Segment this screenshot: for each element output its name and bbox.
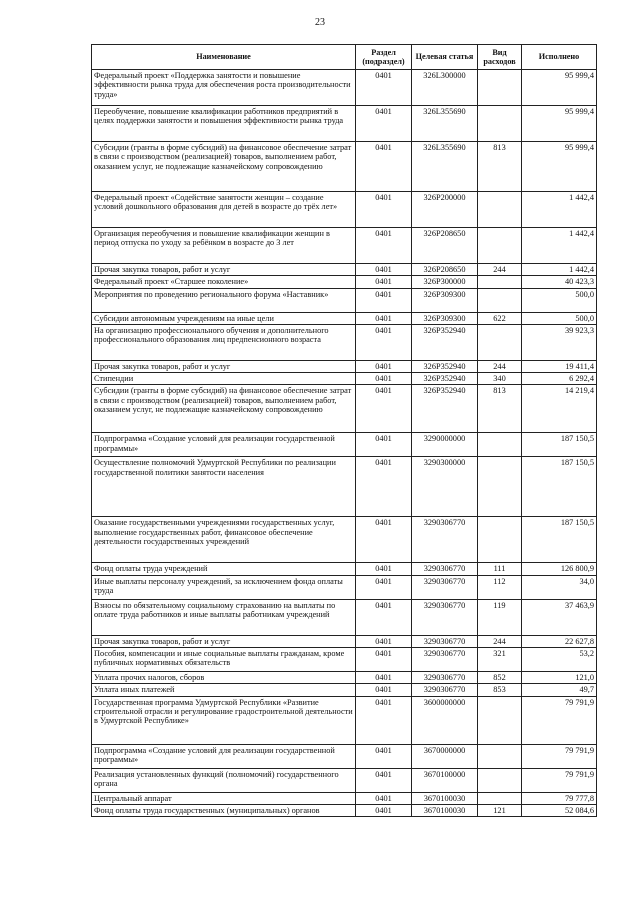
cell-target: 326P352940 xyxy=(412,385,478,433)
cell-section: 0401 xyxy=(356,264,412,276)
cell-section: 0401 xyxy=(356,768,412,792)
cell-section: 0401 xyxy=(356,635,412,647)
cell-section: 0401 xyxy=(356,804,412,816)
cell-done: 49,7 xyxy=(522,684,597,696)
cell-section: 0401 xyxy=(356,385,412,433)
cell-name: Федеральный проект «Поддержка занятости и повышение эффективности рынка труда для обеспечения роста производительности труда» xyxy=(92,70,356,106)
cell-name: Субсидии автономным учреждениям на иные цели xyxy=(92,312,356,324)
cell-target: 3290306770 xyxy=(412,575,478,599)
cell-section: 0401 xyxy=(356,192,412,228)
cell-target: 3670100000 xyxy=(412,768,478,792)
cell-done: 1 442,4 xyxy=(522,228,597,264)
table-row xyxy=(92,696,597,744)
cell-target: 326P200000 xyxy=(412,192,478,228)
budget-table xyxy=(91,44,597,817)
table-row xyxy=(92,312,597,324)
cell-expense: 244 xyxy=(478,360,522,372)
table-row xyxy=(92,106,597,142)
cell-done: 121,0 xyxy=(522,671,597,683)
cell-expense: 340 xyxy=(478,373,522,385)
cell-name: Стипендии xyxy=(92,373,356,385)
cell-expense xyxy=(478,106,522,142)
table-row xyxy=(92,804,597,816)
cell-expense: 244 xyxy=(478,264,522,276)
table-row xyxy=(92,264,597,276)
cell-target: 326L355690 xyxy=(412,106,478,142)
cell-target: 326P208650 xyxy=(412,264,478,276)
cell-done: 187 150,5 xyxy=(522,433,597,457)
cell-name: На организацию профессионального обучения и дополнительного профессионального образования лиц предпенсионного возраста xyxy=(92,324,356,360)
cell-name: Переобучение, повышение квалификации работников предприятий в целях поддержки занятости и повышения эффективности рынка труда xyxy=(92,106,356,142)
header-expense: Вид расходов xyxy=(478,45,522,70)
cell-target: 326P309300 xyxy=(412,312,478,324)
cell-expense: 813 xyxy=(478,385,522,433)
cell-target: 326P352940 xyxy=(412,373,478,385)
cell-done: 40 423,3 xyxy=(522,276,597,288)
cell-name: Субсидии (гранты в форме субсидий) на финансовое обеспечение затрат в связи с производством (реализацией) товаров, выполнением работ, оказанием услуг, не подлежащие казначейскому сопровождению xyxy=(92,385,356,433)
cell-section: 0401 xyxy=(356,671,412,683)
cell-name: Прочая закупка товаров, работ и услуг xyxy=(92,635,356,647)
header-target: Целевая статья xyxy=(412,45,478,70)
cell-section: 0401 xyxy=(356,433,412,457)
table-row xyxy=(92,192,597,228)
table-row xyxy=(92,792,597,804)
cell-expense: 853 xyxy=(478,684,522,696)
cell-name: Центральный аппарат xyxy=(92,792,356,804)
cell-name: Прочая закупка товаров, работ и услуг xyxy=(92,360,356,372)
cell-section: 0401 xyxy=(356,792,412,804)
table-row xyxy=(92,575,597,599)
cell-done: 79 791,9 xyxy=(522,768,597,792)
cell-done: 79 791,9 xyxy=(522,696,597,744)
header-section: Раздел (подраздел) xyxy=(356,45,412,70)
cell-name: Уплата прочих налогов, сборов xyxy=(92,671,356,683)
cell-name: Мероприятия по проведению регионального форума «Наставник» xyxy=(92,288,356,312)
cell-target: 3290306770 xyxy=(412,671,478,683)
cell-done: 52 084,6 xyxy=(522,804,597,816)
cell-section: 0401 xyxy=(356,288,412,312)
cell-target: 326P208650 xyxy=(412,228,478,264)
cell-expense: 244 xyxy=(478,635,522,647)
table-row xyxy=(92,744,597,768)
table-row xyxy=(92,647,597,671)
table-row xyxy=(92,635,597,647)
table-row xyxy=(92,563,597,575)
cell-name: Фонд оплаты труда учреждений xyxy=(92,563,356,575)
cell-section: 0401 xyxy=(356,373,412,385)
cell-target: 3290000000 xyxy=(412,433,478,457)
cell-name: Государственная программа Удмуртской Республики «Развитие строительной отрасли и регулирование градостроительной деятельности в Удмуртской Республике» xyxy=(92,696,356,744)
cell-section: 0401 xyxy=(356,517,412,563)
cell-target: 3290306770 xyxy=(412,684,478,696)
cell-done: 95 999,4 xyxy=(522,70,597,106)
cell-target: 326P352940 xyxy=(412,324,478,360)
cell-name: Подпрограмма «Создание условий для реализации государственной программы» xyxy=(92,433,356,457)
table-row xyxy=(92,142,597,192)
cell-done: 14 219,4 xyxy=(522,385,597,433)
cell-done: 500,0 xyxy=(522,312,597,324)
cell-section: 0401 xyxy=(356,599,412,635)
cell-expense xyxy=(478,696,522,744)
cell-name: Федеральный проект «Старшее поколение» xyxy=(92,276,356,288)
cell-name: Федеральный проект «Содействие занятости женщин – создание условий дошкольного образования для детей в возрасте до трёх лет» xyxy=(92,192,356,228)
cell-expense: 112 xyxy=(478,575,522,599)
cell-section: 0401 xyxy=(356,457,412,517)
cell-done: 95 999,4 xyxy=(522,106,597,142)
table-row xyxy=(92,768,597,792)
cell-section: 0401 xyxy=(356,276,412,288)
cell-done: 79 791,9 xyxy=(522,744,597,768)
table-row xyxy=(92,684,597,696)
cell-target: 3290306770 xyxy=(412,563,478,575)
cell-name: Взносы по обязательному социальному страхованию на выплаты по оплате труда работников и иные выплаты работникам учреждений xyxy=(92,599,356,635)
cell-section: 0401 xyxy=(356,647,412,671)
cell-done: 500,0 xyxy=(522,288,597,312)
cell-name: Субсидии (гранты в форме субсидий) на финансовое обеспечение затрат в связи с производством (реализацией) товаров, выполнением работ, оказанием услуг, не подлежащие казначейскому сопровождению xyxy=(92,142,356,192)
table-row xyxy=(92,228,597,264)
cell-expense: 121 xyxy=(478,804,522,816)
cell-done: 126 800,9 xyxy=(522,563,597,575)
table-row xyxy=(92,324,597,360)
cell-section: 0401 xyxy=(356,70,412,106)
cell-expense: 622 xyxy=(478,312,522,324)
header-name: Наименование xyxy=(92,45,356,70)
cell-expense xyxy=(478,457,522,517)
table-row xyxy=(92,433,597,457)
page-number: 23 xyxy=(315,17,325,28)
cell-name: Оказание государственными учреждениями государственных услуг, выполнение государственных работ, финансовое обеспечение деятельности государственных учреждений xyxy=(92,517,356,563)
cell-expense: 111 xyxy=(478,563,522,575)
cell-expense: 119 xyxy=(478,599,522,635)
cell-expense xyxy=(478,324,522,360)
cell-section: 0401 xyxy=(356,228,412,264)
cell-name: Иные выплаты персоналу учреждений, за исключением фонда оплаты труда xyxy=(92,575,356,599)
cell-name: Организация переобучения и повышение квалификации женщин в период отпуска по уходу за ребёнком в возрасте до 3 лет xyxy=(92,228,356,264)
cell-target: 3290300000 xyxy=(412,457,478,517)
cell-name: Подпрограмма «Создание условий для реализации государственной программы» xyxy=(92,744,356,768)
cell-name: Пособия, компенсации и иные социальные выплаты гражданам, кроме публичных нормативных обязательств xyxy=(92,647,356,671)
cell-expense xyxy=(478,70,522,106)
cell-target: 326L355690 xyxy=(412,142,478,192)
cell-target: 3290306770 xyxy=(412,635,478,647)
table-row xyxy=(92,599,597,635)
table-row xyxy=(92,70,597,106)
cell-done: 34,0 xyxy=(522,575,597,599)
cell-done: 39 923,3 xyxy=(522,324,597,360)
table-row xyxy=(92,671,597,683)
cell-target: 326P352940 xyxy=(412,360,478,372)
cell-target: 3290306770 xyxy=(412,599,478,635)
cell-done: 187 150,5 xyxy=(522,517,597,563)
cell-name: Прочая закупка товаров, работ и услуг xyxy=(92,264,356,276)
cell-done: 79 777,8 xyxy=(522,792,597,804)
cell-name: Реализация установленных функций (полномочий) государственного органа xyxy=(92,768,356,792)
cell-expense xyxy=(478,517,522,563)
table-row xyxy=(92,288,597,312)
cell-target: 326L300000 xyxy=(412,70,478,106)
cell-section: 0401 xyxy=(356,360,412,372)
cell-expense xyxy=(478,228,522,264)
cell-expense: 321 xyxy=(478,647,522,671)
cell-name: Осуществление полномочий Удмуртской Республики по реализации государственной политики занятости населения xyxy=(92,457,356,517)
header-done: Исполнено xyxy=(522,45,597,70)
cell-done: 6 292,4 xyxy=(522,373,597,385)
cell-expense xyxy=(478,276,522,288)
table-row xyxy=(92,457,597,517)
cell-done: 1 442,4 xyxy=(522,192,597,228)
cell-done: 95 999,4 xyxy=(522,142,597,192)
cell-expense xyxy=(478,192,522,228)
cell-name: Уплата иных платежей xyxy=(92,684,356,696)
table-row xyxy=(92,373,597,385)
cell-expense xyxy=(478,433,522,457)
table-row xyxy=(92,276,597,288)
cell-target: 3600000000 xyxy=(412,696,478,744)
cell-target: 3290306770 xyxy=(412,517,478,563)
cell-target: 3670100030 xyxy=(412,804,478,816)
cell-done: 22 627,8 xyxy=(522,635,597,647)
cell-section: 0401 xyxy=(356,324,412,360)
cell-section: 0401 xyxy=(356,106,412,142)
cell-expense: 852 xyxy=(478,671,522,683)
cell-target: 3670000000 xyxy=(412,744,478,768)
cell-section: 0401 xyxy=(356,575,412,599)
table-row xyxy=(92,360,597,372)
cell-name: Фонд оплаты труда государственных (муниципальных) органов xyxy=(92,804,356,816)
cell-expense xyxy=(478,288,522,312)
cell-done: 19 411,4 xyxy=(522,360,597,372)
cell-target: 326P309300 xyxy=(412,288,478,312)
cell-section: 0401 xyxy=(356,312,412,324)
cell-done: 37 463,9 xyxy=(522,599,597,635)
cell-expense xyxy=(478,744,522,768)
cell-done: 187 150,5 xyxy=(522,457,597,517)
cell-section: 0401 xyxy=(356,744,412,768)
cell-expense: 813 xyxy=(478,142,522,192)
cell-done: 53,2 xyxy=(522,647,597,671)
table-header-row xyxy=(92,45,597,70)
table-row xyxy=(92,517,597,563)
cell-target: 3670100030 xyxy=(412,792,478,804)
table-row xyxy=(92,385,597,433)
cell-expense xyxy=(478,768,522,792)
cell-section: 0401 xyxy=(356,142,412,192)
cell-target: 3290306770 xyxy=(412,647,478,671)
cell-done: 1 442,4 xyxy=(522,264,597,276)
cell-target: 326P300000 xyxy=(412,276,478,288)
cell-section: 0401 xyxy=(356,563,412,575)
cell-section: 0401 xyxy=(356,684,412,696)
table-body xyxy=(92,70,597,817)
cell-section: 0401 xyxy=(356,696,412,744)
cell-expense xyxy=(478,792,522,804)
